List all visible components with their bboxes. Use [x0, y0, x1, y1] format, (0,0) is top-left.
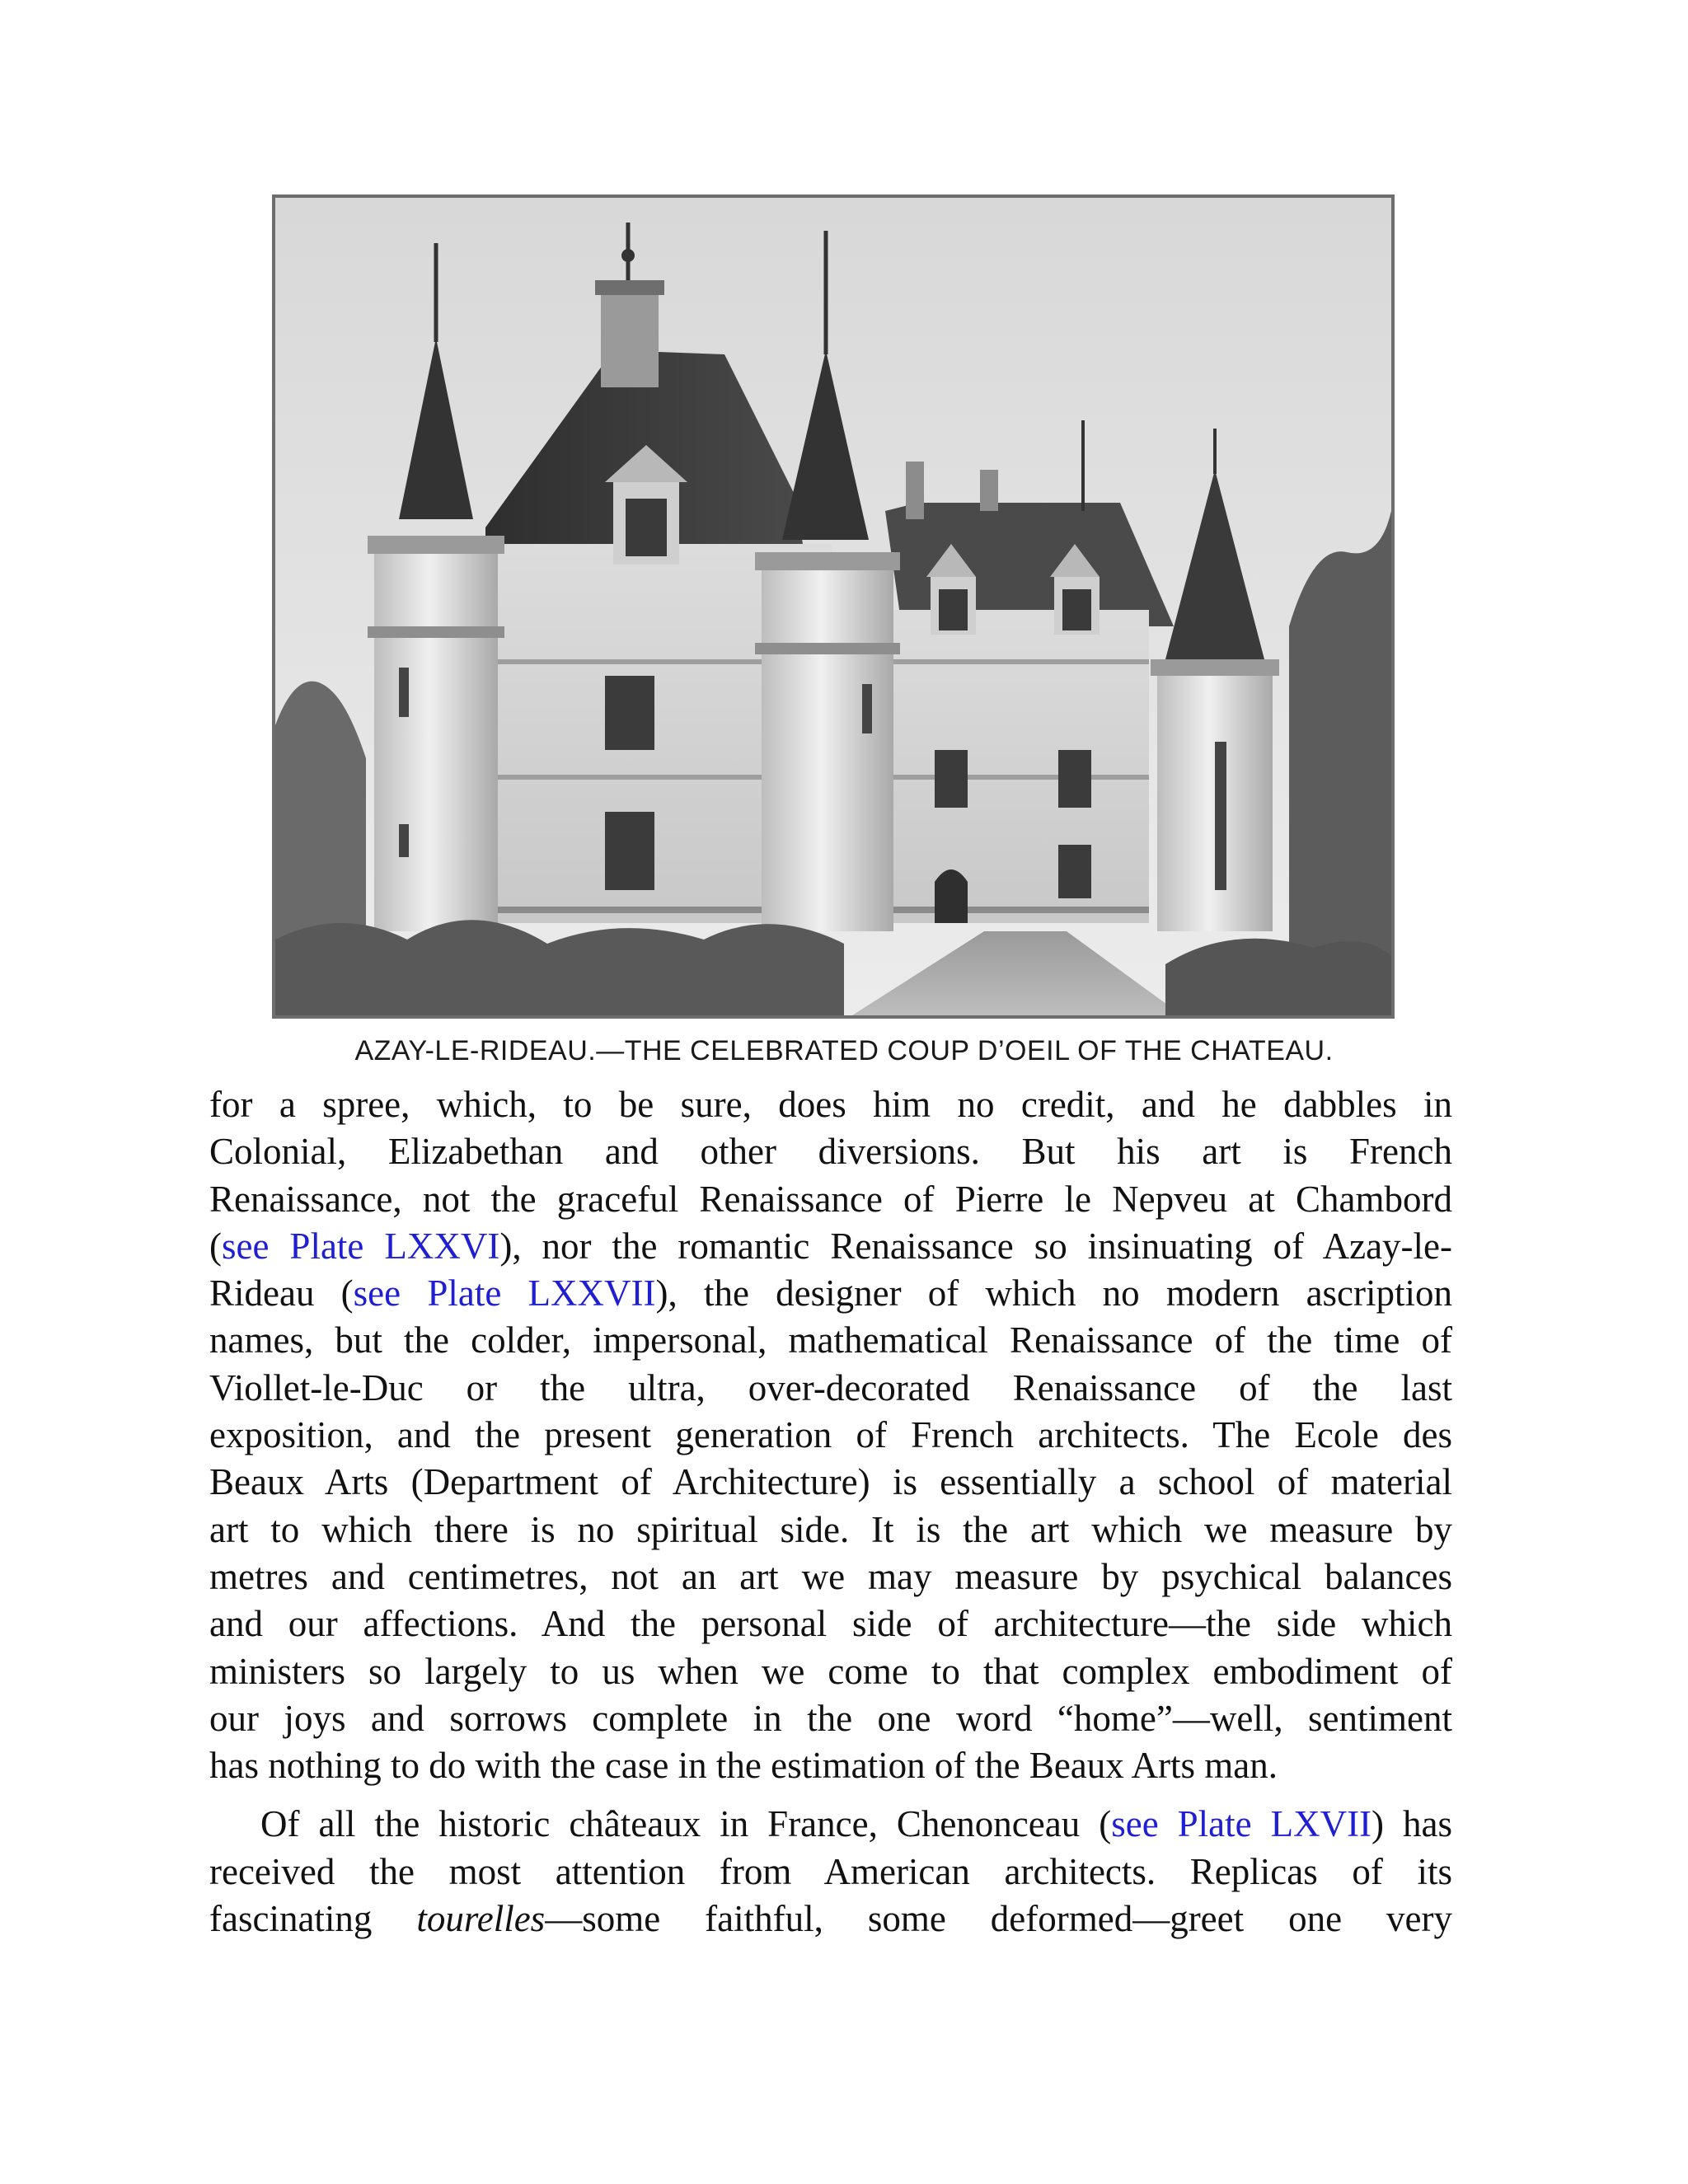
- text-line: exposition, and the present generation of French architects. The Ecole des: [209, 1414, 1452, 1456]
- text-line: our joys and sorrows complete in the one word “home”—well, sentiment: [209, 1697, 1452, 1739]
- text-line: received the most attention from American architects. Replicas of its: [209, 1850, 1452, 1892]
- text-fragment: Of all the historic châteaux in France, Chenonceau (: [260, 1803, 1112, 1845]
- text-fragment: —some faithful, some deformed—greet one very: [545, 1898, 1452, 1940]
- text-fragment: ) has: [1372, 1803, 1452, 1845]
- text-line: Viollet-le-Duc or the ultra, over-decorated Renaissance of the last: [209, 1366, 1452, 1408]
- plate-lxxvii-link[interactable]: see Plate LXXVII: [353, 1272, 656, 1315]
- text-line: Renaissance, not the graceful Renaissance of Pierre le Nepveu at Chambord: [209, 1178, 1452, 1220]
- text-line: ministers so largely to us when we come to that complex embodiment of: [209, 1650, 1452, 1692]
- text-fragment: ), nor the romantic Renaissance so insinuating of Azay-le-: [499, 1225, 1452, 1267]
- text-fragment: (: [209, 1225, 222, 1267]
- text-line: Colonial, Elizabethan and other diversions. But his art is French: [209, 1131, 1452, 1173]
- paragraph-gap: [209, 1789, 1452, 1801]
- text-line: art to which there is no spiritual side. It is the art which we measure by: [209, 1508, 1452, 1550]
- text-line: and our affections. And the personal side of architecture—the side which: [209, 1603, 1452, 1645]
- text-line: names, but the colder, impersonal, mathematical Renaissance of the time of: [209, 1319, 1452, 1361]
- plate-lxvii-link[interactable]: see Plate LXVII: [1111, 1803, 1372, 1845]
- plate-lxxvi-link[interactable]: see Plate LXXVI: [222, 1225, 500, 1267]
- figure-caption: AZAY-LE-RIDEAU.—THE CELEBRATED COUP D’OEIL OF THE CHATEAU.: [354, 1035, 1334, 1066]
- text-line: [209, 1896, 1452, 1943]
- body-text: [209, 1081, 1452, 1943]
- text-line: for a spree, which, to be sure, does him no credit, and he dabbles in: [209, 1084, 1452, 1125]
- text-line: has nothing to do with the case in the estimation of the Beaux Arts man.: [209, 1745, 1278, 1787]
- text-line: Beaux Arts (Department of Architecture) is essentially a school of material: [209, 1461, 1452, 1503]
- chateau-photograph: [272, 194, 1395, 1019]
- text-line: [209, 1270, 1452, 1317]
- text-line: [209, 1801, 1452, 1848]
- text-fragment: fascinating: [209, 1898, 417, 1940]
- text-line: [209, 1223, 1452, 1270]
- chateau-illustration: [275, 198, 1391, 1015]
- text-fragment: ), the designer of which no modern ascription: [655, 1272, 1453, 1315]
- text-fragment: Rideau (: [209, 1272, 354, 1315]
- italic-word: tourelles: [416, 1898, 546, 1940]
- text-line: metres and centimetres, not an art we may measure by psychical balances: [209, 1555, 1452, 1597]
